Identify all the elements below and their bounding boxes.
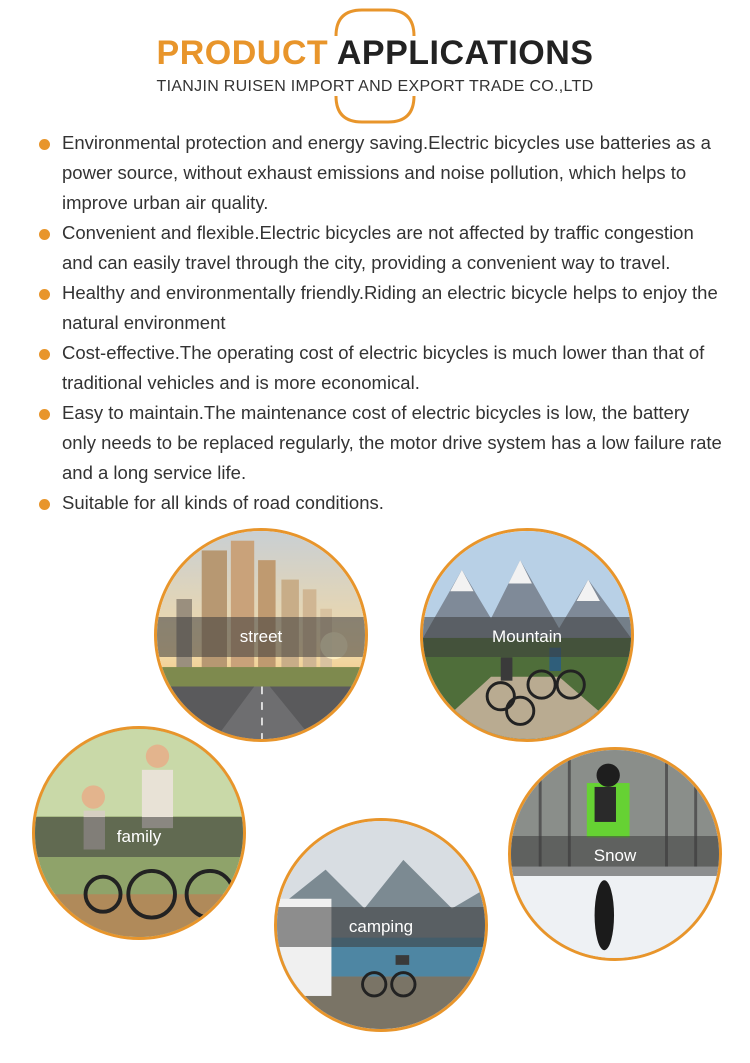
header (0, 0, 750, 130)
list-item (36, 278, 726, 338)
company-name: TIANJIN RUISEN IMPORT AND EXPORT TRADE CO.,LTD (156, 78, 594, 95)
bullet-dot-icon (39, 229, 50, 240)
list-item (36, 488, 726, 518)
bullet-dot-icon (39, 499, 50, 510)
list-item-text: Suitable for all kinds of road conditions. (62, 492, 384, 513)
bullet-dot-icon (39, 139, 50, 150)
list-item-text: Cost-effective.The operating cost of electric bicycles is much lower than that of traditional vehicles and is more economical. (62, 342, 705, 393)
list-item-text: Convenient and flexible.Electric bicycles are not affected by traffic congestion and can easily travel through the city, providing a convenient way to travel. (62, 222, 694, 273)
list-item (36, 218, 726, 278)
scene-label-street: street (157, 617, 365, 657)
page-title (0, 34, 750, 73)
scene-camping (274, 818, 488, 1032)
scene-label-camping: camping (277, 907, 485, 947)
scene-street (154, 528, 368, 742)
bullet-dot-icon (39, 409, 50, 420)
list-item-text: Environmental protection and energy saving.Electric bicycles use batteries as a power source, without exhaust emissions and noise pollution, which helps to improve urban air quality. (62, 132, 711, 213)
scene-mountain (420, 528, 634, 742)
bullet-dot-icon (39, 289, 50, 300)
benefits-list (36, 128, 726, 518)
title-accent: PRODUCT (156, 34, 329, 72)
list-item-text: Healthy and environmentally friendly.Riding an electric bicycle helps to enjoy the natural environment (62, 282, 718, 333)
scene-label-snow: Snow (511, 836, 719, 876)
scene-family (32, 726, 246, 940)
list-item (36, 128, 726, 218)
scene-snow (508, 747, 722, 961)
scene-label-mountain: Mountain (423, 617, 631, 657)
list-item (36, 398, 726, 488)
title-rest: APPLICATIONS (336, 34, 594, 72)
scene-label-family: family (35, 817, 243, 857)
list-item (36, 338, 726, 398)
list-item-text: Easy to maintain.The maintenance cost of electric bicycles is low, the battery only needs to be replaced regularly, the motor drive system has a low failure rate and a long service life. (62, 402, 722, 483)
bullet-dot-icon (39, 349, 50, 360)
